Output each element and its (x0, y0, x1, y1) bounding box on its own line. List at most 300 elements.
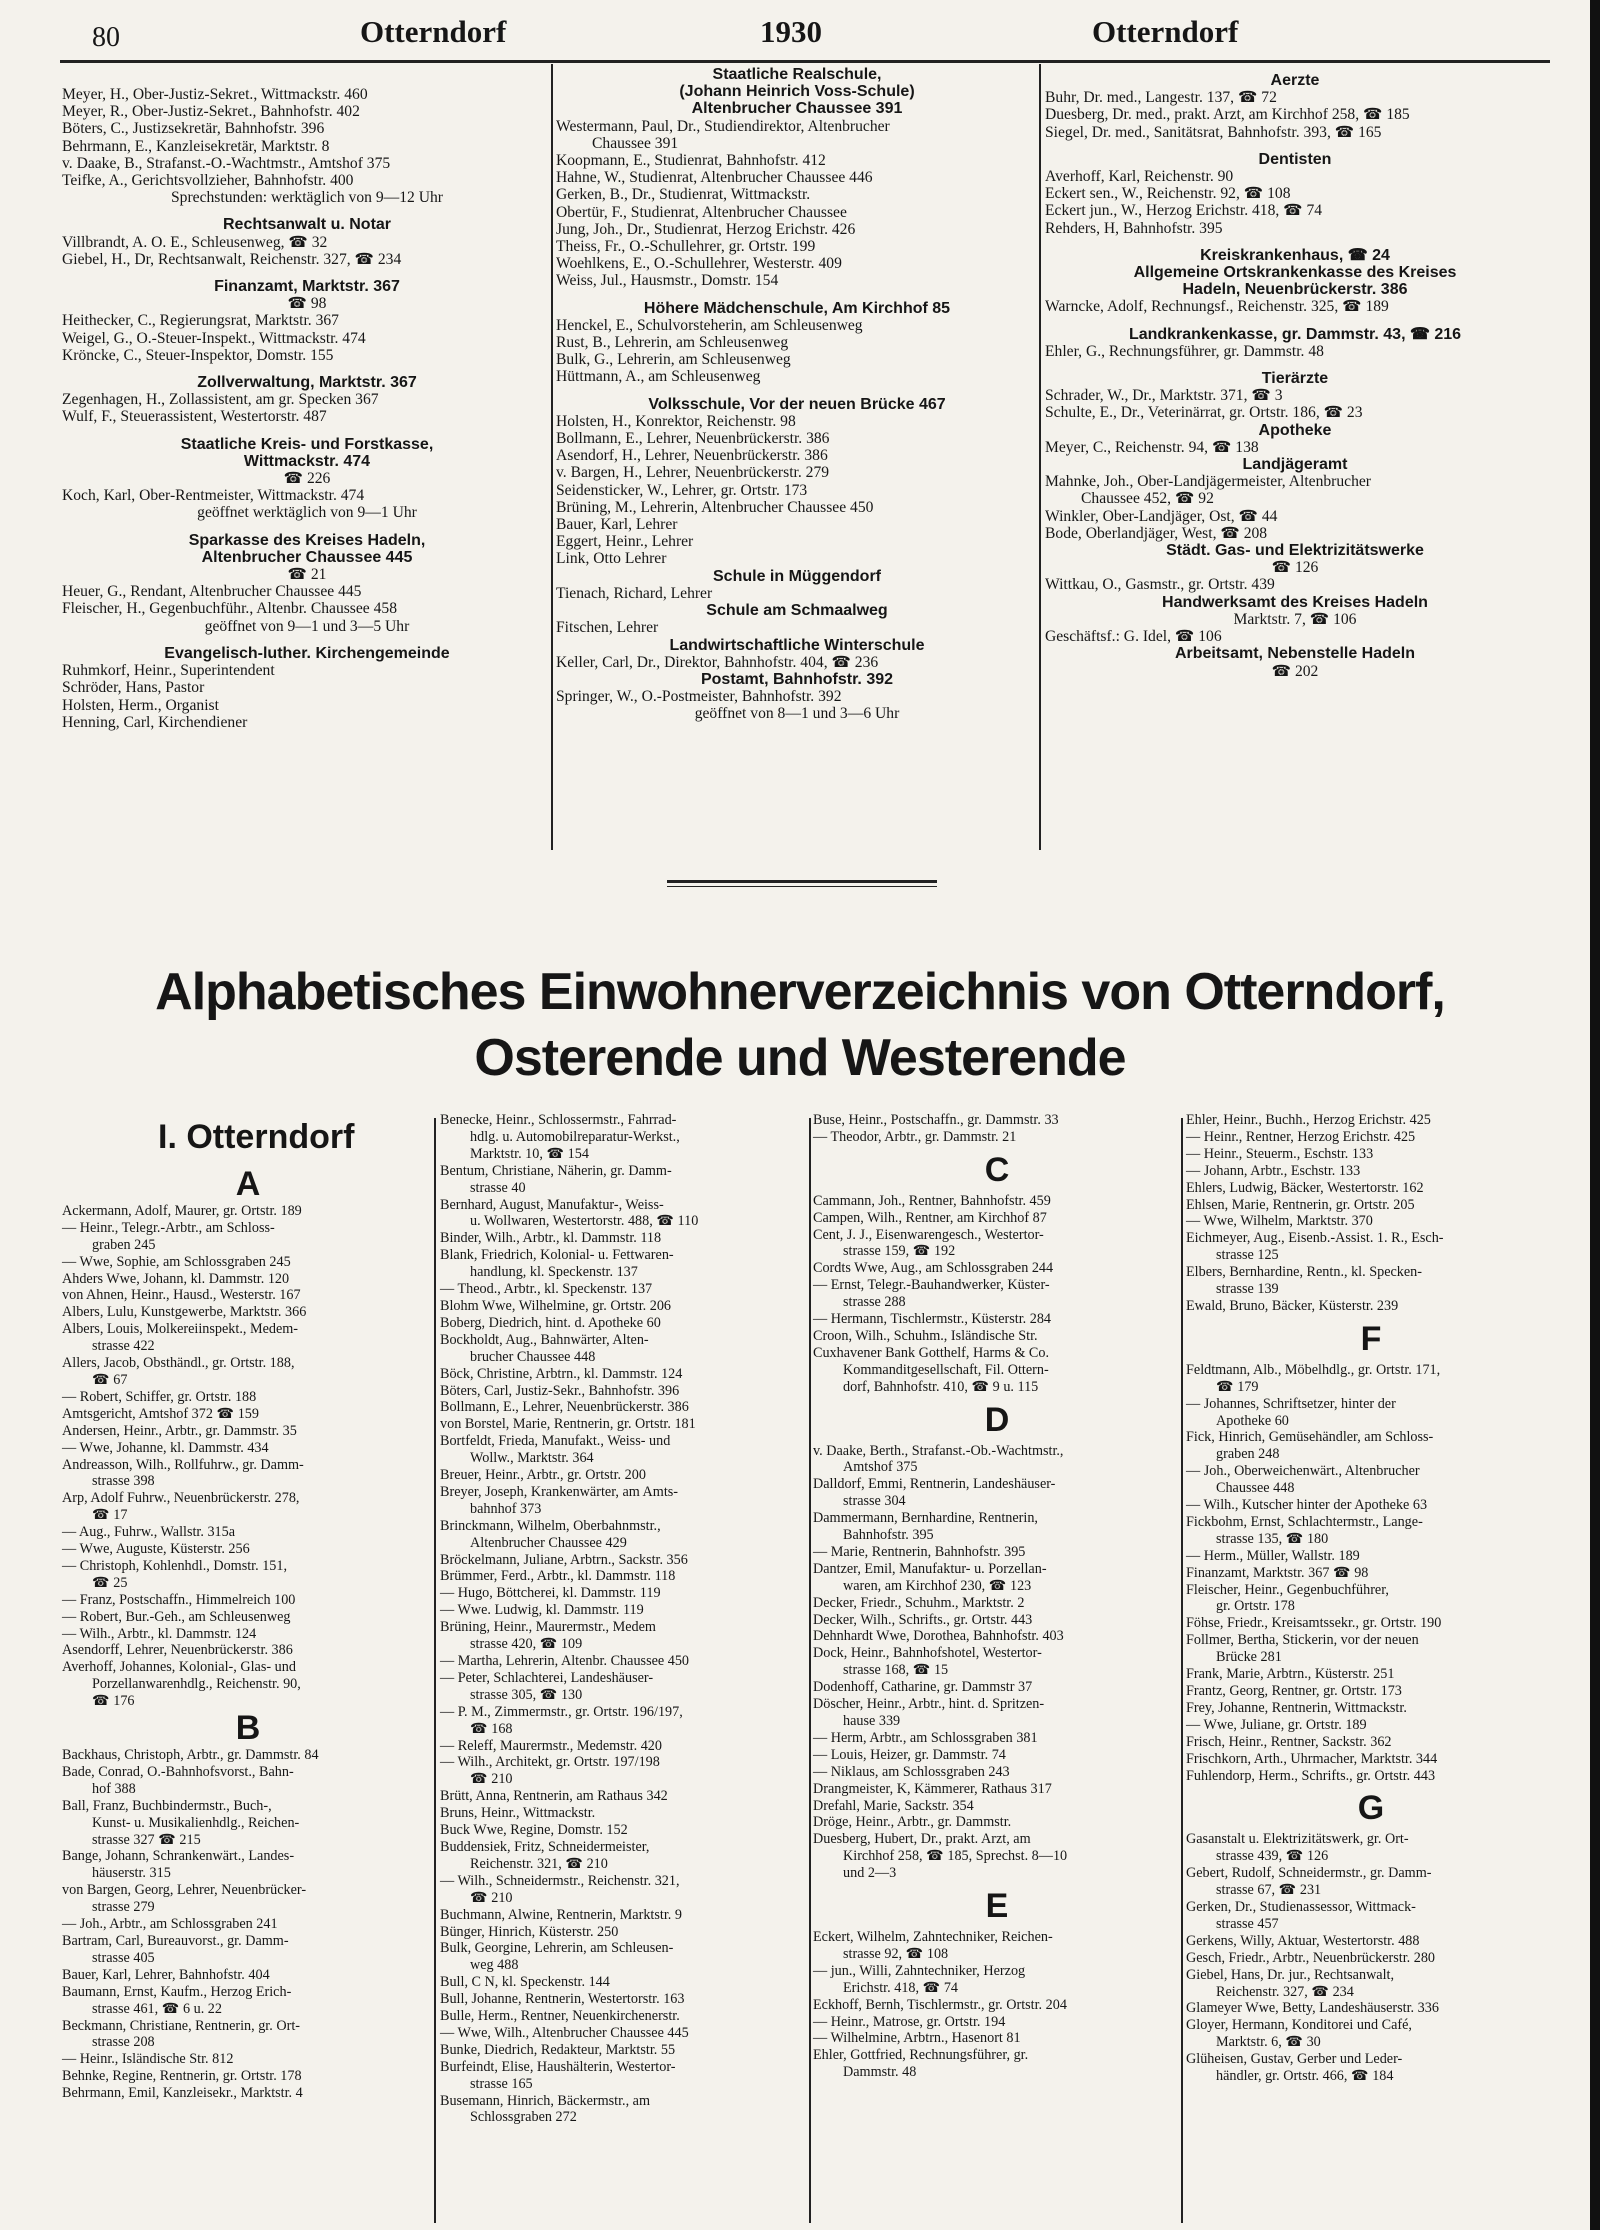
section-heading: Hadeln, Neuenbrückerstr. 386 (1182, 281, 1408, 299)
entry-continuation: strasse 135, ☎ 180 (1216, 1530, 1329, 1547)
entry-line: Feldtmann, Alb., Möbelhdlg., gr. Ortstr. 171, (1186, 1361, 1441, 1378)
entry-line: — Heinr., Steuerm., Eschstr. 133 (1186, 1145, 1374, 1162)
entry-line: Averhoff, Johannes, Kolonial-, Glas- und (62, 1659, 296, 1676)
section-heading: Evangelisch-luther. Kirchengemeinde (164, 644, 450, 662)
entry-line: Ehler, Heinr., Buchh., Herzog Erichstr. 425 (1186, 1112, 1431, 1128)
entry-line: Ehlers, Ludwig, Bäcker, Westertorstr. 162 (1186, 1179, 1424, 1196)
entry-line: Meyer, R., Ober-Justiz-Sekret., Bahnhofstr. 402 (62, 103, 360, 121)
entry-continuation: graben 248 (1216, 1446, 1280, 1463)
main-title-line-1: Alphabetisches Einwohnerverzeichnis von Otterndorf, (155, 963, 1445, 1021)
spacer (1045, 237, 1545, 247)
entry-line: — Wilh., Architekt, gr. Ortstr. 197/198 (440, 1754, 660, 1771)
entry-continuation: strasse 305, ☎ 130 (470, 1686, 583, 1703)
entry-line: Ehler, G., Rechnungsführer, gr. Dammstr. 48 (1045, 342, 1324, 360)
entry-line: — Wwe, Auguste, Küsterstr. 256 (62, 1541, 250, 1558)
entry-line: Meyer, H., Ober-Justiz-Sekret., Wittmackstr. 460 (62, 86, 368, 103)
entry-continuation: u. Wollwaren, Westertorstr. 488, ☎ 110 (470, 1213, 699, 1230)
header-rule (60, 60, 1550, 63)
entry-line: Bange, Johann, Schrankenwärt., Landes- (62, 1848, 295, 1865)
entry-line: — Joh., Arbtr., am Schlossgraben 241 (62, 1916, 278, 1933)
spacer (62, 522, 552, 532)
entry-continuation: häuserstr. 315 (92, 1865, 171, 1882)
entry-continuation: Brücke 281 (1216, 1649, 1282, 1666)
entry-line: Behrmann, Emil, Kanzleisekr., Marktstr. 4 (62, 2085, 303, 2102)
section-heading: Landwirtschaftliche Winterschule (669, 636, 925, 654)
entry-line: Dröge, Heinr., Arbtr., gr. Dammstr. (813, 1814, 1012, 1831)
spacer (62, 206, 552, 216)
entry-line: Bode, Oberlandjäger, West, ☎ 208 (1045, 524, 1268, 542)
section-heading: Rechtsanwalt u. Notar (222, 216, 392, 234)
entry-line: Bull, C N, kl. Speckenstr. 144 (440, 1974, 610, 1991)
section-heading: Altenbrucher Chaussee 391 (691, 100, 903, 118)
entry-line: Glameyer Wwe, Betty, Landeshäuserstr. 336 (1186, 2000, 1439, 2017)
entry-line: v. Daake, B., Strafanst.-O.-Wachtmstr., Amtshof 375 (62, 154, 391, 172)
entry-line: Schulte, E., Dr., Veterinärrat, gr. Ortstr. 186, ☎ 23 (1045, 404, 1363, 422)
entry-line: — Ernst, Telegr.-Bauhandwerker, Küster- (813, 1277, 1050, 1294)
entry-line: Springer, W., O.-Postmeister, Bahnhofstr. 392 (556, 688, 842, 706)
entry-line: Gerkens, Willy, Aktuar, Westertorstr. 488 (1186, 1932, 1420, 1949)
entry-line: von Borstel, Marie, Rentnerin, gr. Ortstr. 181 (440, 1416, 696, 1433)
entry-line: — Hermann, Tischlermstr., Küsterstr. 284 (813, 1311, 1052, 1328)
entry-line: Bortfeldt, Frieda, Manufakt., Weiss- und (440, 1433, 671, 1450)
section-heading: Apotheke (1258, 421, 1332, 439)
entry-line: Bade, Conrad, O.-Bahnhofsvorst., Bahn- (62, 1763, 294, 1780)
entry-line: von Ahnen, Heinr., Hausd., Westerstr. 167 (62, 1287, 301, 1304)
entry-line: Schrader, W., Dr., Marktstr. 371, ☎ 3 (1045, 387, 1283, 405)
entry-line: Rust, B., Lehrerin, am Schleusenweg (556, 334, 789, 352)
entry-continuation: strasse 288 (843, 1294, 906, 1311)
entry-line: Böck, Christine, Arbtrn., kl. Dammstr. 124 (440, 1365, 683, 1382)
spacer (1045, 316, 1545, 326)
entry-line: Meyer, C., Reichenstr. 94, ☎ 138 (1045, 438, 1259, 456)
spacer (556, 290, 1038, 300)
entry-line: Bull, Johanne, Rentnerin, Westertorstr. 163 (440, 1991, 685, 2008)
section-separator (667, 880, 937, 883)
entry-line: Bollmann, E., Lehrer, Neuenbrückerstr. 386 (440, 1399, 689, 1416)
entry-continuation: Marktstr. 6, ☎ 30 (1216, 2034, 1321, 2051)
entry-continuation: strasse 279 (92, 1899, 155, 1916)
entry-line: Beckmann, Christiane, Rentnerin, gr. Ort- (62, 2017, 300, 2034)
entry-line: Cordts Wwe, Aug., am Schlossgraben 244 (813, 1260, 1054, 1277)
section-heading: Allgemeine Ortskrankenkasse des Kreises (1133, 264, 1457, 282)
entry-continuation: ☎ 17 (92, 1507, 128, 1524)
entry-line: — Johann, Arbtr., Eschstr. 133 (1186, 1162, 1361, 1179)
entry-line: Breyer, Joseph, Krankenwärter, am Amts- (440, 1483, 679, 1500)
entry-line: Heithecker, C., Regierungsrat, Marktstr. 367 (62, 312, 339, 330)
entry-continuation: strasse 439, ☎ 126 (1216, 1848, 1329, 1865)
entry-line: Campen, Wilh., Rentner, am Kirchhof 87 (813, 1209, 1047, 1226)
entry-line: — Louis, Heizer, gr. Dammstr. 74 (813, 1746, 1006, 1763)
column-divider (551, 64, 553, 850)
entry-line: Bauer, Karl, Lehrer, Bahnhofstr. 404 (62, 1966, 270, 1983)
entry-line: Blohm Wwe, Wilhelmine, gr. Ortstr. 206 (440, 1297, 672, 1314)
entry-line: — Peter, Schlachterei, Landeshäuser- (440, 1669, 654, 1686)
centered-note: Sprechstunden: werktäglich von 9—12 Uhr (171, 189, 443, 207)
entry-line: Buchmann, Alwine, Rentnerin, Marktstr. 9 (440, 1906, 682, 1923)
entry-continuation: strasse 304 (843, 1493, 906, 1510)
section-heading: Wittmackstr. 474 (243, 452, 371, 470)
entry-continuation: Kirchhof 258, ☎ 185, Sprechst. 8—10 (843, 1848, 1068, 1865)
entry-line: — Franz, Postschaffn., Himmelreich 100 (62, 1591, 296, 1608)
directory-column-1 (62, 1166, 434, 2102)
entry-line: — Wwe, Wilhelm, Marktstr. 370 (1186, 1213, 1373, 1230)
entry-line: Finanzamt, Marktstr. 367 ☎ 98 (1186, 1564, 1369, 1581)
entry-line: Kröncke, C., Steuer-Inspektor, Domstr. 155 (62, 346, 334, 364)
entry-line: Follmer, Bertha, Stickerin, vor der neuen (1186, 1632, 1419, 1649)
centered-note: ☎ 126 (1271, 559, 1319, 577)
entry-line: v. Bargen, H., Lehrer, Neuenbrückerstr. 279 (556, 464, 830, 482)
entry-line: — jun., Willi, Zahntechniker, Herzog (813, 1962, 1026, 1979)
entry-line: Dodenhoff, Catharine, gr. Dammstr 37 (813, 1679, 1033, 1696)
entry-line: Bartram, Carl, Bureauvorst., gr. Damm- (62, 1932, 289, 1949)
entry-line: — Robert, Schiffer, gr. Ortstr. 188 (62, 1388, 257, 1405)
centered-note: geöffnet werktäglich von 9—1 Uhr (197, 504, 417, 522)
entry-line: Geschäftsf.: G. Idel, ☎ 106 (1045, 628, 1222, 646)
entry-line: Ehler, Gottfried, Rechnungsführer, gr. (813, 2047, 1029, 2064)
entry-continuation: strasse 398 (92, 1473, 155, 1490)
entry-line: Seidensticker, W., Lehrer, gr. Ortstr. 173 (556, 481, 808, 499)
entry-line: Asendorff, Lehrer, Neuenbrückerstr. 386 (62, 1642, 293, 1659)
entry-line: Gesch, Friedr., Arbtr., Neuenbrückerstr. 280 (1186, 1949, 1436, 1966)
section-heading: Zollverwaltung, Marktstr. 367 (197, 374, 417, 392)
page-edge-shadow (1590, 0, 1600, 2230)
entry-line: Weiss, Jul., Hausmstr., Domstr. 154 (556, 272, 779, 290)
main-title-line-2: Osterende und Westerende (474, 1029, 1126, 1087)
entry-line: Theiss, Fr., O.-Schullehrer, gr. Ortstr. 199 (556, 238, 816, 256)
entry-continuation: ☎ 176 (92, 1693, 135, 1710)
entry-line: Eckert sen., W., Reichenstr. 92, ☎ 108 (1045, 185, 1291, 203)
entry-line: Arp, Adolf Fuhrw., Neuenbrückerstr. 278, (62, 1490, 300, 1507)
entry-line: Buddensiek, Fritz, Schneidermeister, (440, 1838, 650, 1855)
entry-line: Benecke, Heinr., Schlossermstr., Fahrrad- (440, 1112, 677, 1128)
entry-line: Bentum, Christiane, Näherin, gr. Damm- (440, 1162, 672, 1179)
entry-line: Holsten, Herm., Organist (62, 696, 219, 714)
entry-continuation: Schlossgraben 272 (470, 2109, 577, 2126)
header-left-title: Otterndorf (360, 14, 507, 49)
entry-continuation: handlung, kl. Speckenstr. 137 (470, 1264, 638, 1281)
section-heading: Dentisten (1258, 150, 1332, 168)
entry-line: Döscher, Heinr., Arbtr., hint. d. Spritzen- (813, 1696, 1045, 1713)
entry-line: Koopmann, E., Studienrat, Bahnhofstr. 412 (556, 152, 826, 170)
entry-line: Bröckelmann, Juliane, Arbtrn., Sackstr. 356 (440, 1551, 688, 1568)
spacer (1045, 360, 1545, 370)
entry-line: von Bargen, Georg, Lehrer, Neuenbrücker- (62, 1882, 307, 1899)
entry-continuation: Altenbrucher Chaussee 429 (470, 1534, 627, 1551)
entry-line: Bernhard, August, Manufaktur-, Weiss- (440, 1196, 664, 1213)
entry-line: Busemann, Hinrich, Bäckermstr., am (440, 2092, 651, 2109)
entry-line: — Herm, Arbtr., am Schlossgraben 381 (813, 1729, 1038, 1746)
entry-line: Mahnke, Joh., Ober-Landjägermeister, Altenbrucher (1045, 473, 1371, 491)
entry-line: Backhaus, Christoph, Arbtr., gr. Dammstr. 84 (62, 1747, 319, 1763)
spacer (1045, 141, 1545, 151)
entry-line: — Heinr., Rentner, Herzog Erichstr. 425 (1186, 1128, 1416, 1145)
centered-note: ☎ 21 (287, 566, 327, 584)
entry-line: — Robert, Bur.-Geh., am Schleusenweg (62, 1608, 291, 1625)
entry-continuation: strasse 405 (92, 1949, 155, 1966)
entry-line: Holsten, H., Konrektor, Reichenstr. 98 (556, 412, 796, 430)
entry-continuation: strasse 139 (1216, 1281, 1279, 1298)
entry-line: Ruhmkorf, Heinr., Superintendent (62, 662, 275, 680)
entry-line: Ewald, Bruno, Bäcker, Küsterstr. 239 (1186, 1297, 1399, 1314)
entry-continuation: strasse 67, ☎ 231 (1216, 1882, 1322, 1899)
entry-line: Warncke, Adolf, Rechnungsf., Reichenstr. 325, ☎ 189 (1045, 298, 1389, 316)
entry-continuation: ☎ 168 (470, 1720, 513, 1737)
entry-line: Burfeindt, Elise, Haushälterin, Westertor- (440, 2058, 676, 2075)
entry-continuation: strasse 40 (470, 1179, 526, 1196)
entry-line: Schröder, Hans, Pastor (62, 679, 205, 697)
entry-line: Albers, Lulu, Kunstgewerbe, Marktstr. 366 (62, 1304, 307, 1321)
entry-continuation: Erichstr. 418, ☎ 74 (843, 1979, 959, 1996)
entry-continuation: strasse 327 ☎ 215 (92, 1831, 201, 1848)
entry-line: Frantz, Georg, Rentner, gr. Ortstr. 173 (1186, 1683, 1402, 1699)
entry-line: v. Daake, Berth., Strafanst.-Ob.-Wachtmstr., (813, 1442, 1064, 1459)
header-right-title: Otterndorf (1092, 14, 1239, 49)
entry-continuation: strasse 165 (470, 2075, 533, 2092)
entry-line: Rehders, H, Bahnhofstr. 395 (1045, 219, 1223, 237)
entry-line: Averhoff, Karl, Reichenstr. 90 (1045, 168, 1234, 186)
entry-line: Siegel, Dr. med., Sanitätsrat, Bahnhofstr. 393, ☎ 165 (1045, 123, 1382, 141)
index-letter: G (1357, 1789, 1385, 1828)
entry-line: Dock, Heinr., Bahnhofshotel, Westertor- (813, 1645, 1042, 1662)
column-divider (434, 1118, 436, 2223)
entry-continuation: Porzellanwarenhdlg., Reichenstr. 90, (92, 1676, 301, 1693)
entry-line: Bauer, Karl, Lehrer (556, 516, 678, 534)
entry-line: — Wwe. Ludwig, kl. Dammstr. 119 (440, 1602, 644, 1619)
entry-line: Bruns, Heinr., Wittmackstr. (440, 1805, 596, 1822)
entry-line: Gebert, Rudolf, Schneidermstr., gr. Damm- (1186, 1865, 1432, 1882)
entry-line: Dehnhardt Wwe, Dorothea, Bahnhofstr. 403 (813, 1628, 1064, 1645)
directory-column-4 (1186, 1112, 1556, 2085)
entry-line: Frisch, Heinr., Rentner, Sackstr. 362 (1186, 1733, 1392, 1750)
entry-line: Glüheisen, Gustav, Gerber und Leder- (1186, 2051, 1403, 2068)
entry-line: Cammann, Joh., Rentner, Bahnhofstr. 459 (813, 1192, 1051, 1209)
entry-continuation: strasse 168, ☎ 15 (843, 1662, 949, 1679)
entry-line: — P. M., Zimmermstr., gr. Ortstr. 196/197, (440, 1703, 683, 1720)
section-heading: Schule in Müggendorf (713, 567, 881, 585)
entry-line: — Martha, Lehrerin, Altenbr. Chaussee 450 (440, 1653, 690, 1669)
top-column-1 (62, 86, 552, 731)
column-divider (1039, 64, 1041, 850)
entry-line: Duesberg, Hubert, Dr., prakt. Arzt, am (813, 1831, 1031, 1848)
entry-line: Keller, Carl, Dr., Direktor, Bahnhofstr. 404, ☎ 236 (556, 653, 879, 671)
section-heading: (Johann Heinrich Voss-Schule) (679, 83, 915, 101)
entry-continuation: hause 339 (843, 1713, 901, 1729)
entry-line: Gerken, Dr., Studienassessor, Wittmack- (1186, 1898, 1416, 1915)
entry-line: Eggert, Heinr., Lehrer (556, 533, 694, 551)
entry-line: Wittkau, O., Gasmstr., gr. Ortstr. 439 (1045, 576, 1275, 594)
entry-line: Buck Wwe, Regine, Domstr. 152 (440, 1822, 628, 1839)
entry-line: Henckel, E., Schulvorsteherin, am Schleusenweg (556, 316, 863, 334)
entry-line: — Aug., Fuhrw., Wallstr. 315a (62, 1524, 236, 1541)
entry-line: Brüning, Heinr., Maurermstr., Medem (440, 1619, 656, 1636)
entry-line: — Niklaus, am Schlossgraben 243 (813, 1763, 1010, 1780)
entry-line: — Heinr., Telegr.-Arbtr., am Schloss- (62, 1219, 275, 1236)
entry-line: Frey, Johanne, Rentnerin, Wittmackstr. (1186, 1699, 1407, 1716)
entry-line: Eckert, Wilhelm, Zahntechniker, Reichen- (813, 1928, 1053, 1945)
entry-line: Dalldorf, Emmi, Rentnerin, Landeshäuser- (813, 1476, 1056, 1493)
spacer (556, 386, 1038, 396)
entry-continuation: Amtshof 375 (843, 1459, 918, 1476)
section-separator (667, 886, 937, 887)
section-heading: Höhere Mädchenschule, Am Kirchhof 85 (643, 299, 951, 317)
section-heading: Landkrankenkasse, gr. Dammstr. 43, ☎ 216 (1128, 325, 1462, 343)
entry-continuation: Bahnhofstr. 395 (843, 1527, 934, 1544)
entry-line: — Hugo, Böttcherei, kl. Dammstr. 119 (440, 1585, 661, 1602)
entry-line: Ahders Wwe, Johann, kl. Dammstr. 120 (62, 1270, 290, 1287)
entry-line: — Wilh., Schneidermstr., Reichenstr. 321, (440, 1872, 680, 1889)
section-heading: Kreiskrankenhaus, ☎ 24 (1200, 246, 1390, 264)
entry-line: Koch, Karl, Ober-Rentmeister, Wittmackstr. 474 (62, 487, 365, 505)
entry-continuation: Kunst- u. Musikalienhdlg., Reichen- (92, 1814, 300, 1831)
entry-line: Decker, Wilh., Schrifts., gr. Ortstr. 443 (813, 1611, 1033, 1628)
page-number: 80 (92, 22, 120, 53)
entry-line: Drefahl, Marie, Sackstr. 354 (813, 1797, 974, 1814)
index-letter: A (235, 1165, 261, 1203)
entry-continuation: strasse 457 (1216, 1915, 1279, 1932)
entry-line: — Heinr., Matrose, gr. Ortstr. 194 (813, 2013, 1006, 2030)
directory-column-2 (440, 1112, 808, 2126)
section-heading: Altenbrucher Chaussee 445 (201, 548, 413, 566)
entry-line: Hahne, W., Studienrat, Altenbrucher Chaussee 446 (556, 169, 873, 187)
section-heading: Finanzamt, Marktstr. 367 (214, 278, 400, 296)
spacer (62, 364, 552, 374)
entry-line: Albers, Louis, Molkereiinspekt., Medem- (62, 1321, 299, 1338)
entry-line: Bünger, Hinrich, Küsterstr. 250 (440, 1923, 619, 1940)
section-heading: Sparkasse des Kreises Hadeln, (188, 531, 426, 549)
entry-line: Behrmann, E., Kanzleisekretär, Marktstr. 8 (62, 137, 330, 155)
entry-line: Behnke, Regine, Rentnerin, gr. Ortstr. 178 (62, 2068, 302, 2085)
entry-line: — Wwe, Wilh., Altenbrucher Chaussee 445 (440, 2024, 689, 2041)
entry-line: Eckhoff, Bernh, Tischlermstr., gr. Ortstr. 204 (813, 1996, 1067, 2013)
entry-continuation: strasse 461, ☎ 6 u. 22 (92, 2000, 222, 2017)
entry-continuation: händler, gr. Ortstr. 466, ☎ 184 (1216, 2068, 1394, 2085)
entry-line: — Marie, Rentnerin, Bahnhofstr. 395 (813, 1543, 1026, 1560)
index-letter: D (984, 1400, 1010, 1439)
entry-continuation: ☎ 210 (470, 1889, 513, 1906)
section-heading: Tierärzte (1261, 370, 1329, 388)
entry-continuation: Marktstr. 10, ☎ 154 (470, 1145, 589, 1162)
entry-continuation: bahnhof 373 (470, 1500, 542, 1517)
index-letter: B (235, 1709, 261, 1748)
section-heading: Staatliche Realschule, (712, 66, 882, 83)
entry-line: Baumann, Ernst, Kaufm., Herzog Erich- (62, 1983, 292, 2000)
entry-line: Heuer, G., Rendant, Altenbrucher Chaussee 445 (62, 583, 362, 601)
entry-line: Ball, Franz, Buchbindermstr., Buch-, (62, 1797, 272, 1814)
section-heading: Postamt, Bahnhofstr. 392 (700, 670, 894, 688)
top-column-3 (1045, 72, 1545, 680)
entry-line: Brüning, M., Lehrerin, Altenbrucher Chaussee 450 (556, 498, 874, 516)
centered-note: Marktstr. 7, ☎ 106 (1233, 610, 1357, 628)
entry-line: Andersen, Heinr., Arbtr., gr. Dammstr. 35 (62, 1422, 297, 1439)
entry-line: Winkler, Ober-Landjäger, Ost, ☎ 44 (1045, 507, 1278, 525)
entry-line: Fick, Hinrich, Gemüsehändler, am Schloss- (1186, 1429, 1434, 1446)
entry-continuation: Reichenstr. 321, ☎ 210 (470, 1855, 608, 1872)
centered-note: ☎ 98 (287, 295, 327, 313)
entry-line: Brütt, Anna, Rentnerin, am Rathaus 342 (440, 1788, 668, 1805)
spacer (62, 635, 552, 645)
entry-line: — Christoph, Kohlenhdl., Domstr. 151, (62, 1557, 288, 1574)
entry-line: Breuer, Heinr., Arbtr., gr. Ortstr. 200 (440, 1467, 646, 1484)
index-letter: C (984, 1150, 1010, 1189)
entry-continuation: Reichenstr. 327, ☎ 234 (1216, 1983, 1354, 2000)
entry-line: Bulle, Herm., Rentner, Neuenkirchenerstr. (440, 2008, 680, 2025)
entry-continuation: hof 388 (92, 1780, 136, 1797)
section-heading: Schule am Schmaalweg (706, 602, 888, 620)
entry-continuation: strasse 125 (1216, 1247, 1279, 1264)
entry-line: Boberg, Diedrich, hint. d. Apotheke 60 (440, 1314, 661, 1331)
spacer (62, 268, 552, 278)
entry-line: — Theod., Arbtr., kl. Speckenstr. 137 (440, 1281, 653, 1298)
section-heading: Arbeitsamt, Nebenstelle Hadeln (1174, 645, 1416, 663)
directory-column-3 (813, 1112, 1181, 2081)
entry-line: Obertür, F., Studienrat, Altenbrucher Chaussee (556, 203, 847, 221)
entry-continuation: strasse 159, ☎ 192 (843, 1243, 956, 1260)
entry-line: Link, Otto Lehrer (556, 550, 667, 568)
entry-line: Eckert jun., W., Herzog Erichstr. 418, ☎ 74 (1045, 202, 1323, 220)
entry-continuation: Kommanditgesellschaft, Fil. Ottern- (843, 1361, 1049, 1378)
entry-line: Dantzer, Emil, Manufaktur- u. Porzellan- (813, 1560, 1047, 1577)
entry-line: Frank, Marie, Arbtrn., Küsterstr. 251 (1186, 1666, 1395, 1683)
section-heading: Staatliche Kreis- und Forstkasse, (180, 435, 434, 453)
entry-continuation: Wollw., Marktstr. 364 (470, 1450, 594, 1467)
entry-line: Westermann, Paul, Dr., Studiendirektor, Altenbrucher (556, 117, 890, 135)
entry-continuation: ☎ 25 (92, 1574, 128, 1591)
entry-line: Fickbohm, Ernst, Schlachtermstr., Lange- (1186, 1513, 1423, 1530)
entry-line: Henning, Carl, Kirchendiener (62, 713, 248, 731)
entry-line: Brümmer, Ferd., Arbtr., kl. Dammstr. 118 (440, 1568, 676, 1585)
centered-note: geöffnet von 9—1 und 3—5 Uhr (204, 617, 410, 635)
entry-line: Amtsgericht, Amtshof 372 ☎ 159 (62, 1405, 259, 1422)
entry-line: Woehlkens, E., O.-Schullehrer, Westerstr. 409 (556, 255, 842, 273)
entry-line: Bunke, Diedrich, Redakteur, Marktstr. 55 (440, 2041, 676, 2058)
entry-line: — Herm., Müller, Wallstr. 189 (1186, 1547, 1360, 1564)
centered-note: geöffnet von 8—1 und 3—6 Uhr (694, 705, 900, 723)
entry-line: Bulk, Georgine, Lehrerin, am Schleusen- (440, 1940, 674, 1957)
entry-line: Tienach, Richard, Lehrer (556, 584, 713, 602)
entry-line: Böters, C., Justizsekretär, Bahnhofstr. 396 (62, 120, 325, 138)
centered-note: ☎ 202 (1271, 662, 1319, 680)
entry-continuation: Apotheke 60 (1216, 1412, 1289, 1429)
entry-line: Gasanstalt u. Elektrizitätswerk, gr. Ort- (1186, 1831, 1409, 1848)
entry-line: Fuhlendorp, Herm., Schrifts., gr. Ortstr. 443 (1186, 1767, 1436, 1784)
entry-continuation: strasse 92, ☎ 108 (843, 1945, 949, 1962)
entry-line: Duesberg, Dr. med., prakt. Arzt, am Kirchhof 258, ☎ 185 (1045, 106, 1410, 124)
entry-line: — Joh., Oberweichenwärt., Altenbrucher (1186, 1463, 1420, 1480)
header-year: 1930 (760, 14, 822, 49)
entry-line: Asendorf, H., Lehrer, Neuenbrückerstr. 386 (556, 447, 828, 465)
entry-line: — Releff, Maurermstr., Medemstr. 420 (440, 1737, 662, 1754)
entry-line: Eichmeyer, Aug., Eisenb.-Assist. 1. R., Esch- (1186, 1230, 1444, 1247)
top-column-2 (556, 66, 1038, 723)
entry-continuation: ☎ 179 (1216, 1378, 1259, 1395)
entry-line: Frischkorn, Arth., Uhrmacher, Marktstr. 344 (1186, 1750, 1438, 1767)
entry-line: Zegenhagen, H., Zollassistent, am gr. Specken 367 (62, 391, 379, 409)
entry-line: Cent, J. J., Eisenwarengesch., Westertor- (813, 1226, 1044, 1243)
entry-line: Bollmann, E., Lehrer, Neuenbrückerstr. 386 (556, 430, 830, 448)
entry-line: Allers, Jacob, Obsthändl., gr. Ortstr. 188, (62, 1355, 295, 1372)
entry-line: Ehlsen, Marie, Rentnerin, gr. Ortstr. 205 (1186, 1196, 1415, 1213)
entry-line: Drangmeister, K, Kämmerer, Rathaus 317 (813, 1780, 1052, 1797)
entry-line: Weigel, G., O.-Steuer-Inspekt., Wittmackstr. 474 (62, 329, 366, 347)
entry-line: Jung, Joh., Dr., Studienrat, Herzog Erichstr. 426 (556, 220, 856, 238)
section-heading: Volksschule, Vor der neuen Brücke 467 (648, 395, 946, 413)
spacer (62, 426, 552, 436)
entry-line: — Wwe, Sophie, am Schlossgraben 245 (62, 1253, 291, 1270)
entry-continuation: graben 245 (92, 1236, 156, 1253)
entry-line: — Wilh., Arbtr., kl. Dammstr. 124 (62, 1625, 257, 1642)
entry-continuation: ☎ 210 (470, 1771, 513, 1788)
entry-line: Binder, Wilh., Arbtr., kl. Dammstr. 118 (440, 1230, 662, 1247)
